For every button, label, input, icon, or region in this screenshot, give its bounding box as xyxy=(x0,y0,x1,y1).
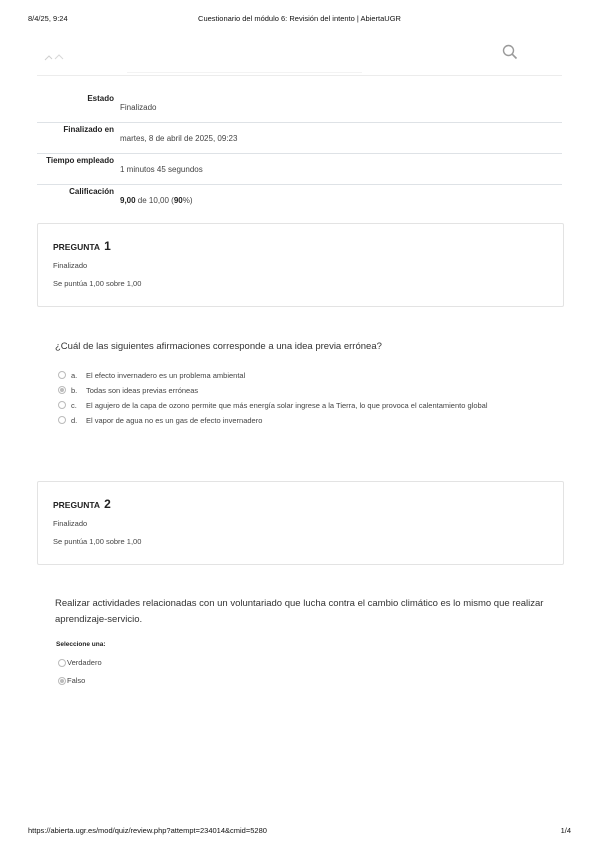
question-state: Finalizado xyxy=(53,519,88,528)
answer-text: Todas son ideas previas erróneas xyxy=(86,386,199,395)
answer-text: El agujero de la capa de ozono permite que más energía solar ingrese a la Tierra, lo que provoca el calentamiento global xyxy=(86,401,488,410)
nav-faint-line xyxy=(127,72,362,73)
question-state: Finalizado xyxy=(53,261,88,270)
true-option[interactable] xyxy=(58,657,102,669)
print-header xyxy=(0,14,599,26)
question-number: 2 xyxy=(104,497,111,511)
answer-letter: d. xyxy=(71,416,78,425)
answer-text: El efecto invernadero es un problema ambiental xyxy=(86,371,246,380)
question-info-card xyxy=(37,223,564,307)
question-heading-label: PREGUNTA xyxy=(53,242,100,252)
search-icon[interactable] xyxy=(502,44,518,60)
print-timestamp: 8/4/25, 9:24 xyxy=(28,14,68,23)
summary-label: Calificación xyxy=(69,187,114,196)
grade-mid: de 10,00 ( xyxy=(135,196,174,205)
radio-button[interactable] xyxy=(58,659,66,667)
summary-label: Estado xyxy=(87,94,114,103)
summary-row-time xyxy=(37,154,562,185)
answer-option[interactable] xyxy=(58,414,528,427)
print-footer xyxy=(0,826,599,838)
question-grade: Se puntúa 1,00 sobre 1,00 xyxy=(53,537,142,546)
site-navbar xyxy=(37,36,562,76)
summary-row-state xyxy=(37,92,562,123)
radio-button-selected[interactable] xyxy=(58,677,66,685)
answer-letter: c. xyxy=(71,401,77,410)
question-grade: Se puntúa 1,00 sobre 1,00 xyxy=(53,279,142,288)
answer-letter: a. xyxy=(71,371,78,380)
question-text: Realizar actividades relacionadas con un voluntariado que lucha contra el cambio climático es lo mismo que realizar aprendizaje-servicio. xyxy=(55,598,544,625)
summary-grade-value xyxy=(120,196,193,205)
page-number: 1/4 xyxy=(560,826,571,835)
answer-letter: b. xyxy=(71,386,78,395)
answer-prompt: Seleccione una: xyxy=(56,641,106,648)
question-heading-label: PREGUNTA xyxy=(53,500,100,510)
answer-text: El vapor de agua no es un gas de efecto invernadero xyxy=(86,416,263,425)
summary-row-grade xyxy=(37,185,562,215)
attempt-summary-table xyxy=(37,92,562,215)
question-text: ¿Cuál de las siguientes afirmaciones corresponde a una idea previa errónea? xyxy=(55,341,382,352)
option-label: Verdadero xyxy=(67,658,102,667)
grade-score: 9,00 xyxy=(120,196,136,205)
question-heading xyxy=(53,497,111,511)
answer-option[interactable] xyxy=(58,399,528,412)
question-number: 1 xyxy=(104,239,111,253)
summary-value: Finalizado xyxy=(120,103,157,112)
option-label: Falso xyxy=(67,676,86,685)
radio-button-selected[interactable] xyxy=(58,386,66,394)
summary-row-finished xyxy=(37,123,562,154)
false-option[interactable] xyxy=(58,675,85,687)
question-info-card xyxy=(37,481,564,565)
grade-end: %) xyxy=(182,196,193,205)
question-heading xyxy=(53,239,111,253)
summary-value: martes, 8 de abril de 2025, 09:23 xyxy=(120,134,238,143)
summary-label: Tiempo empleado xyxy=(46,156,114,165)
radio-button[interactable] xyxy=(58,416,66,424)
answer-list xyxy=(58,369,528,429)
summary-label: Finalizado en xyxy=(63,125,114,134)
print-url: https://abierta.ugr.es/mod/quiz/review.php?attempt=234014&cmid=5280 xyxy=(28,826,267,835)
print-document-title: Cuestionario del módulo 6: Revisión del intento | AbiertaUGR xyxy=(198,14,401,23)
radio-button[interactable] xyxy=(58,371,66,379)
answer-option[interactable] xyxy=(58,384,528,397)
answer-option[interactable] xyxy=(58,369,528,382)
radio-button[interactable] xyxy=(58,401,66,409)
summary-value: 1 minutos 45 segundos xyxy=(120,165,203,174)
nav-divider xyxy=(37,75,562,76)
site-logo[interactable] xyxy=(43,50,65,62)
grade-percent: 90 xyxy=(173,196,183,205)
